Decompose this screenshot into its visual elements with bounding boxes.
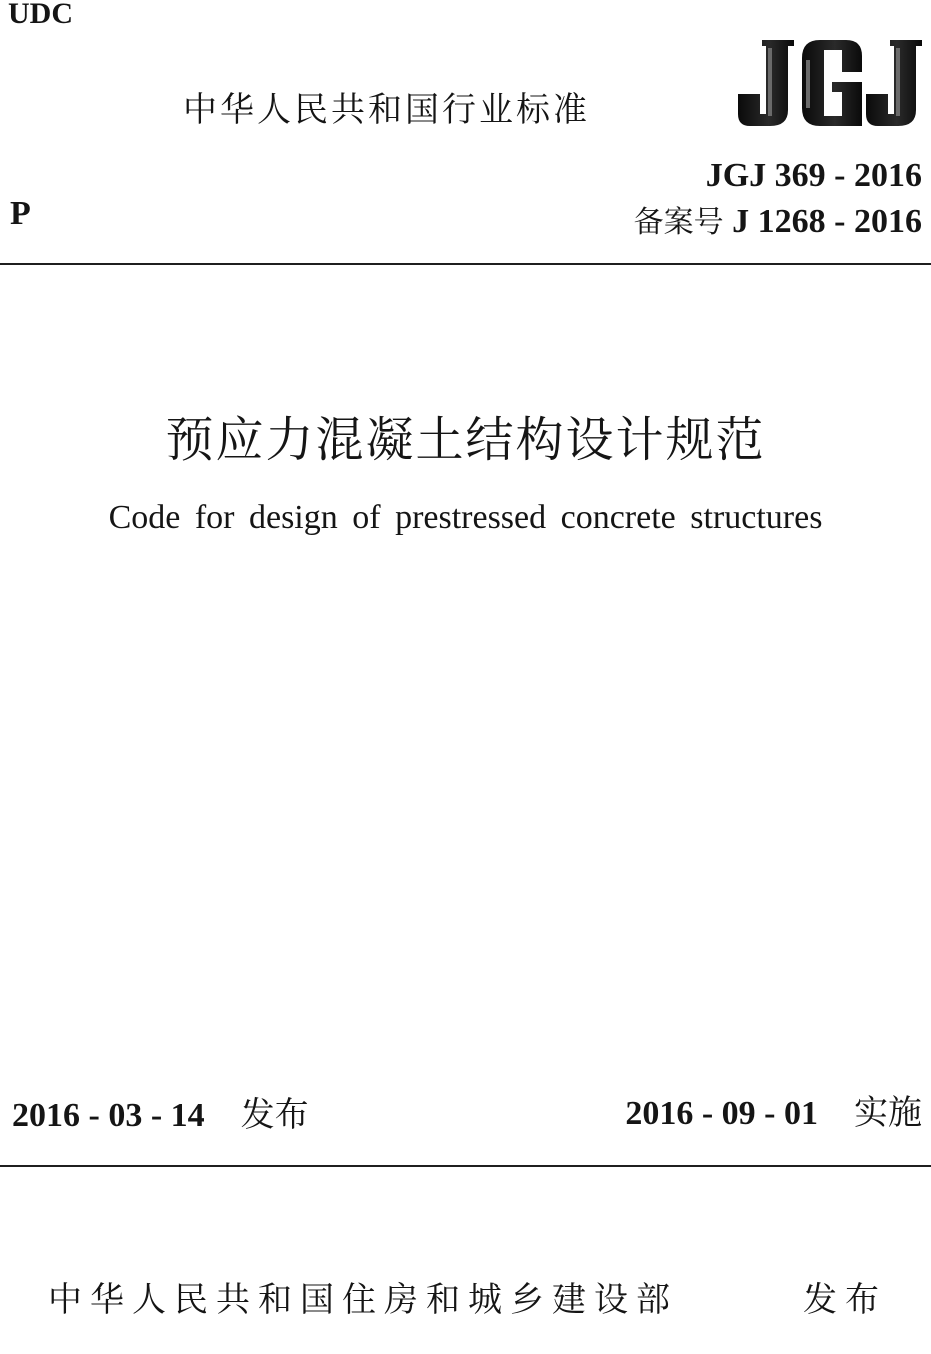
record-number-line	[634, 200, 922, 245]
issue-date: 2016 - 03 - 14	[12, 1097, 205, 1134]
effective-date: 2016 - 09 - 01	[625, 1095, 818, 1132]
publisher: 中华人民共和国住房和城乡建设部	[48, 1280, 678, 1320]
issue-label: 发布	[240, 1095, 309, 1135]
jgj-logo	[736, 36, 924, 130]
issue-line	[12, 1092, 309, 1139]
classification-code: P	[10, 195, 31, 232]
bottom-divider	[0, 1165, 931, 1167]
title-chinese: 预应力混凝土结构设计规范	[165, 412, 766, 468]
top-divider	[0, 263, 931, 265]
standard-code: JGJ 369 - 2016	[705, 157, 922, 194]
title-english: Code for design of prestressed concrete structures	[108, 499, 823, 536]
effective-label: 实施	[854, 1093, 922, 1133]
record-number: J 1268 - 2016	[732, 203, 922, 240]
standard-type: 中华人民共和国行业标准	[183, 90, 590, 130]
record-label: 备案号	[633, 205, 724, 240]
effective-line	[625, 1090, 922, 1137]
jgj-logo-graphic	[736, 36, 924, 130]
udc-label: UDC	[8, 0, 73, 30]
publish-label: 发布	[803, 1280, 887, 1320]
